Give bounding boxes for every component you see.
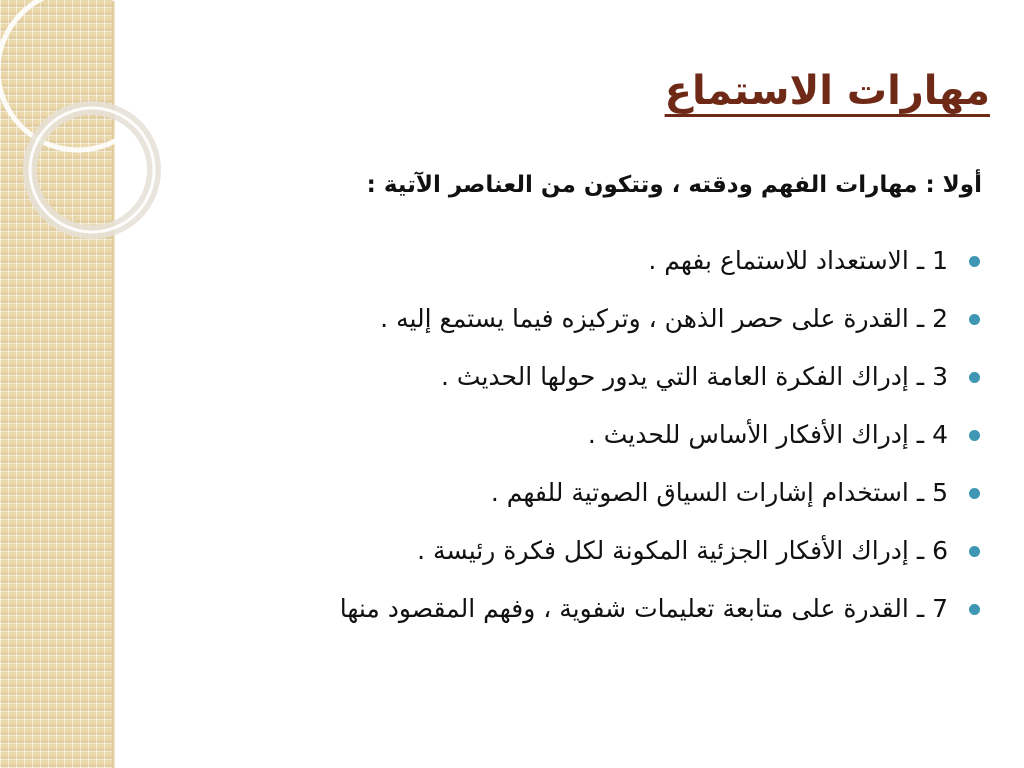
list-item xyxy=(184,232,984,290)
bullet-dot-icon xyxy=(969,546,980,557)
list-item xyxy=(184,290,984,348)
slide-title: مهارات الاستماع xyxy=(664,68,990,114)
list-item xyxy=(184,464,984,522)
list-item xyxy=(184,348,984,406)
list-item-text: 4 ـ إدراك الأفكار الأساس للحديث . xyxy=(587,420,948,449)
decorative-ring-small-inner xyxy=(30,108,154,232)
bullet-dot-icon xyxy=(969,488,980,499)
bullet-dot-icon xyxy=(969,256,980,267)
bullet-dot-icon xyxy=(969,314,980,325)
list-item xyxy=(188,580,984,638)
list-item-text: 1 ـ الاستعداد للاستماع بفهم . xyxy=(648,246,948,275)
list-item-text: 2 ـ القدرة على حصر الذهن ، وتركيزه فيما يستمع إليه . xyxy=(380,304,948,333)
skills-list xyxy=(184,232,984,638)
bullet-dot-icon xyxy=(969,604,980,615)
list-item-text: 6 ـ إدراك الأفكار الجزئية المكونة لكل فكرة رئيسة . xyxy=(417,536,948,565)
list-item xyxy=(184,406,984,464)
list-item xyxy=(184,522,984,580)
section-subheading: أولا : مهارات الفهم ودقته ، وتتكون من العناصر الآتية : xyxy=(366,172,982,198)
list-item-text: 5 ـ استخدام إشارات السياق الصوتية للفهم . xyxy=(490,478,948,507)
list-item-text: 7 ـ القدرة على متابعة تعليمات شفوية ، وفهم المقصود منها xyxy=(339,594,948,623)
list-item-text: 3 ـ إدراك الفكرة العامة التي يدور حولها الحديث . xyxy=(441,362,948,391)
decorative-rings xyxy=(0,0,160,260)
bullet-dot-icon xyxy=(969,430,980,441)
bullet-dot-icon xyxy=(969,372,980,383)
